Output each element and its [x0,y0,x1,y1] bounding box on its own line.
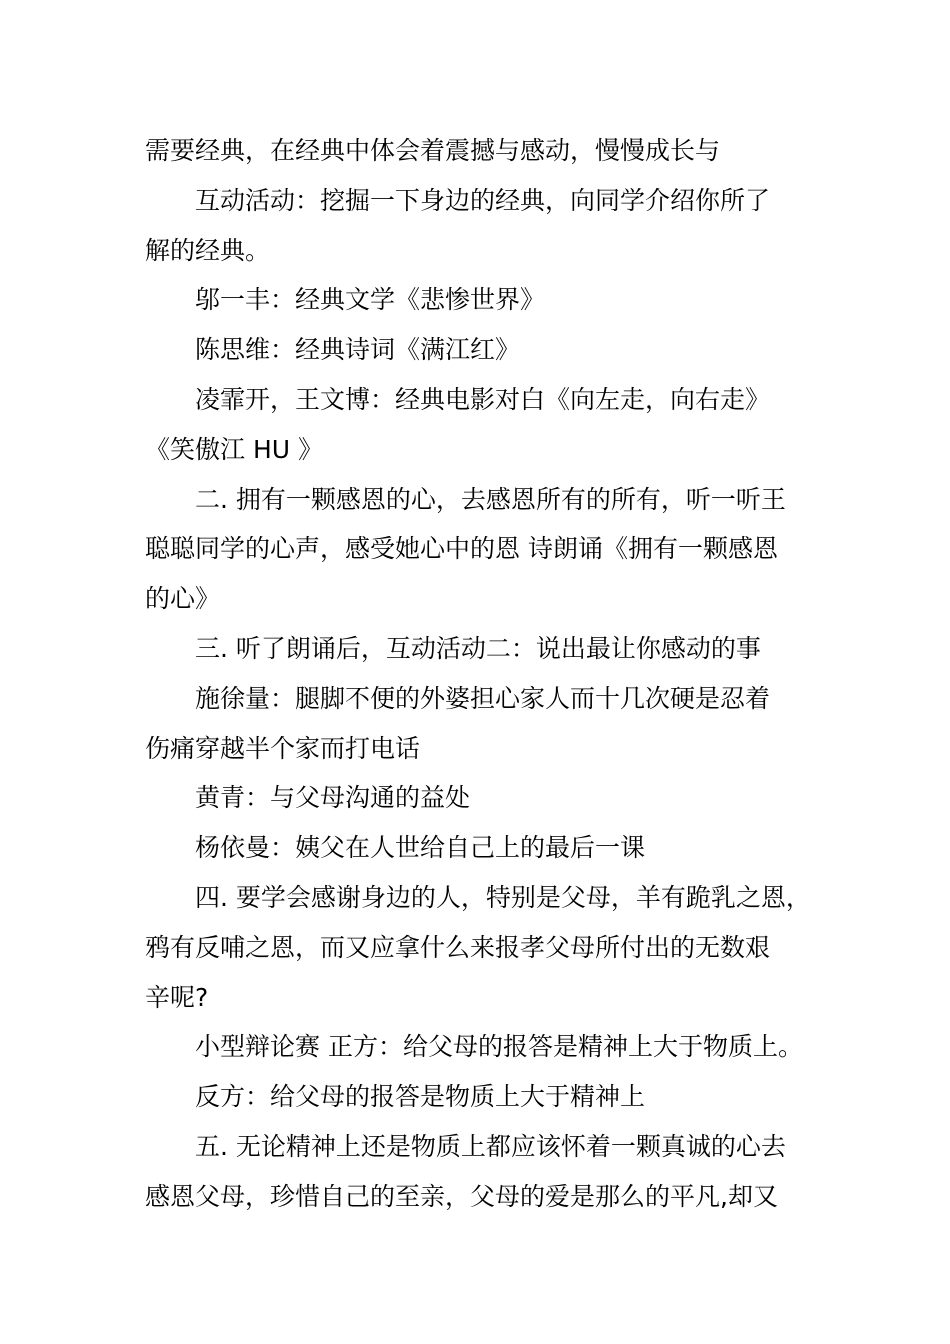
paragraph-line: 辛呢? [145,982,209,1012]
paragraph-line: 陈思维：经典诗词《满江红》 [195,335,521,365]
paragraph-line: 鸦有反哺之恩，而又应拿什么来报孝父母所付出的无数艰 [145,932,771,962]
paragraph-line: 伤痛穿越半个家而打电话 [145,733,421,763]
paragraph-line: 四. 要学会感谢身边的人，特别是父母，羊有跪乳之恩， [195,882,811,912]
paragraph-line: 杨依曼：姨父在人世给自己上的最后一课 [195,833,646,863]
paragraph-line: 需要经典，在经典中体会着震撼与感动，慢慢成长与 [145,136,721,165]
paragraph-line: 感恩父母，珍惜自己的至亲，父母的爱是那么的平凡,却又 [145,1181,778,1211]
paragraph-line: 反方：给父母的报答是物质上大于精神上 [195,1082,646,1112]
paragraph-line: 三. 听了朗诵后，互动活动二：说出最让你感动的事 [195,633,761,663]
paragraph-line: 黄青：与父母沟通的益处 [195,783,471,813]
paragraph-line: 二. 拥有一颗感恩的心，去感恩所有的所有，听一听王 [195,484,786,514]
paragraph-line: 聪聪同学的心声，感受她心中的恩 诗朗诵《拥有一颗感恩 [145,534,778,564]
paragraph-line: 凌霏开，王文博：经典电影对白《向左走，向右走》 [195,384,771,414]
paragraph-line: 邬一丰：经典文学《悲惨世界》 [195,285,546,315]
paragraph-line: 解的经典。 [145,235,271,265]
paragraph-line: 《笑傲江 HU 》 [145,434,323,464]
paragraph-line: 小型辩论赛 正方：给父母的报答是精神上大于物质上。 [195,1032,803,1062]
paragraph-line: 五. 无论精神上还是物质上都应该怀着一颗真诚的心去 [195,1131,786,1161]
paragraph-line: 施徐量：腿脚不便的外婆担心家人而十几次硬是忍着 [195,683,771,713]
paragraph-line: 的心》 [145,584,221,614]
document-body [145,126,835,1222]
paragraph-line: 互动活动：挖掘一下身边的经典，向同学介绍你所了 [195,185,771,215]
